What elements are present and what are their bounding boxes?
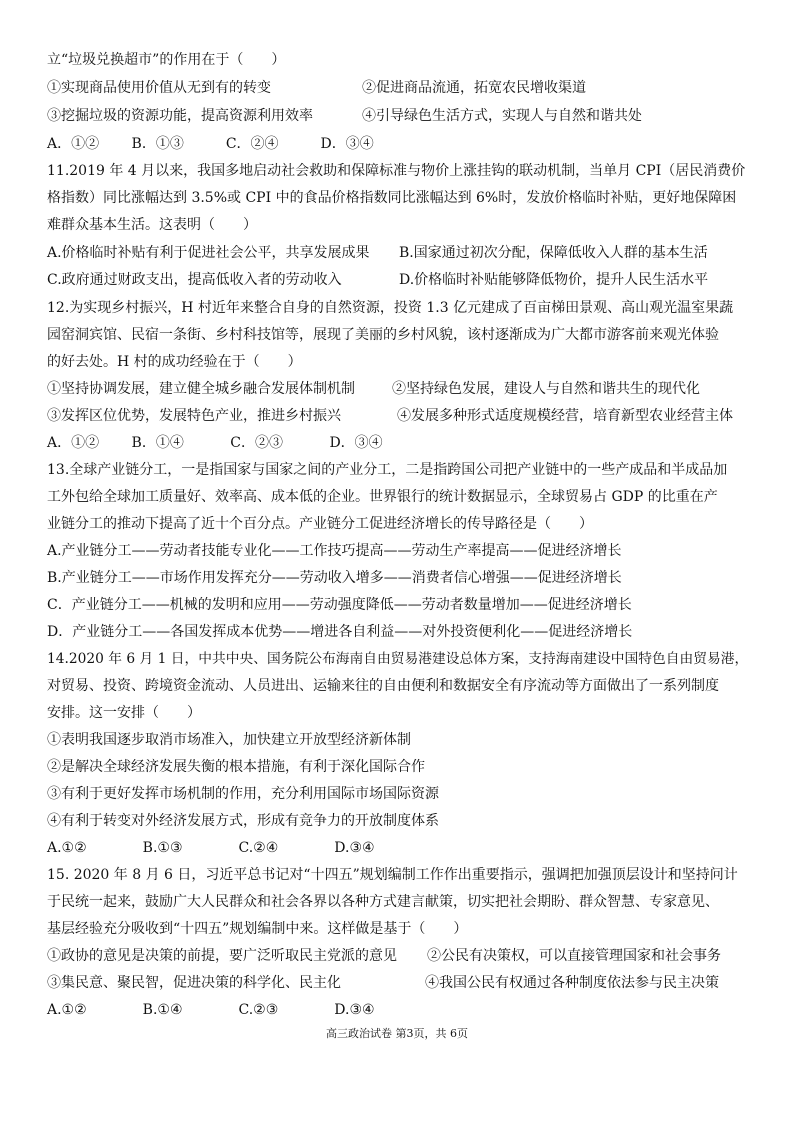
question-11-line-1: 11.2019 年 4 月以来，我国多地启动社会救助和保障标准与物价上涨挂钩的联动机制，当单月 CPI（居民消费价 [47, 163, 746, 179]
question-13-line-1: 13.全球产业链分工，一是指国家与国家之间的产业分工，二是指跨国公司把产业链中的一些产成品和半成品加 [47, 462, 728, 478]
option-3: ③挖掘垃圾的资源功能，提高资源利用效率 [47, 108, 313, 124]
question-13-option-b: B.产业链分工——市场作用发挥充分——劳动收入增多——消费者信心增强——促进经济增长 [47, 570, 622, 586]
question-15-option-1: ①政协的意见是决策的前提，要广泛听取民主党派的意见 [47, 948, 397, 964]
question-14-option-4: ④有利于转变对外经济发展方式，形成有竞争力的开放制度体系 [47, 813, 439, 829]
question-15-answers: A.①② B.①④ C.②③ D.③④ [47, 1002, 375, 1018]
question-14-option-3: ③有利于更好发挥市场机制的作用，充分利用国际市场国际资源 [47, 786, 439, 802]
question-stem: 立“垃圾兑换超市”的作用在于（ ） [47, 52, 286, 68]
question-11-line-2: 格指数）同比涨幅达到 3.5%或 CPI 中的食品价格指数同比涨幅达到 6%时，发放价格临时补贴，更好地保障困 [47, 190, 737, 206]
question-14-line-2: 对贸易、投资、跨境资金流动、人员进出、运输来往的自由便利和数据安全有序流动等方面做出了一系列制度 [47, 678, 719, 694]
question-12-answers: A．①② B．①④ C．②③ D．③④ [47, 435, 383, 451]
question-15-option-2: ②公民有决策权，可以直接管理国家和社会事务 [427, 948, 721, 964]
answer-choices: A．①② B．①③ C．②④ D．③④ [47, 136, 374, 152]
question-12-option-1: ①坚持协调发展，建立健全城乡融合发展体制机制 [47, 381, 355, 397]
question-14-line-3: 安排。这一安排（ ） [47, 705, 201, 721]
question-14-option-1: ①表明我国逐步取消市场准入，加快建立开放型经济新体制 [47, 732, 411, 748]
question-12-line-2: 园窑洞宾馆、民宿一条街、乡村科技馆等，展现了美丽的乡村风貌，该村逐渐成为广大都市游客前来观光体验 [47, 327, 719, 343]
question-12-option-3: ③发挥区位优势，发展特色产业，推进乡村振兴 [47, 408, 341, 424]
question-13-option-c: C．产业链分工——机械的发明和应用——劳动强度降低——劳动者数量增加——促进经济增长 [47, 597, 632, 613]
question-11-option-b: B.国家通过初次分配，保障低收入人群的基本生活 [399, 245, 708, 261]
question-12-line-3: 的好去处。H 村的成功经验在于（ ） [47, 354, 302, 370]
question-14-option-2: ②是解决全球经济发展失衡的根本措施，有利于深化国际合作 [47, 759, 425, 775]
question-13-option-d: D．产业链分工——各国发挥成本优势——增进各自利益——对外投资便利化——促进经济增长 [47, 624, 633, 640]
question-15-line-3: 基层经验充分吸收到“十四五”规划编制中来。这样做是基于（ ） [47, 921, 468, 937]
question-15-option-4: ④我国公民有权通过各种制度依法参与民主决策 [425, 975, 719, 991]
question-14-answers: A.①② B.①③ C.②④ D.③④ [47, 840, 375, 856]
question-11-option-a: A.价格临时补贴有利于促进社会公平，共享发展成果 [47, 245, 370, 261]
question-12-line-1: 12.为实现乡村振兴，H 村近年来整合自身的自然资源，投资 1.3 亿元建成了百亩梯田景观、高山观光温室果蔬 [47, 300, 734, 316]
question-15-option-3: ③集民意、聚民智，促进决策的科学化、民主化 [47, 975, 341, 991]
option-4: ④引导绿色生活方式，实现人与自然和谐共处 [362, 108, 642, 124]
question-12-option-2: ②坚持绿色发展，建设人与自然和谐共生的现代化 [392, 381, 700, 397]
question-11-line-3: 难群众基本生活。这表明（ ） [47, 217, 257, 233]
question-13-option-a: A.产业链分工——劳动者技能专业化——工作技巧提高——劳动生产率提高——促进经济增长 [47, 543, 622, 559]
option-1: ①实现商品使用价值从无到有的转变 [47, 80, 271, 96]
question-11-option-c: C.政府通过财政支出，提高低收入者的劳动收入 [47, 272, 342, 288]
page-footer: 高三政治试卷 第3页，共 6页 [326, 1027, 468, 1040]
question-11-option-d: D.价格临时补贴能够降低物价，提升人民生活水平 [399, 272, 709, 288]
question-14-line-1: 14.2020 年 6 月 1 日，中共中央、国务院公布海南自由贸易港建设总体方案，支持海南建设中国特色自由贸易港， [47, 651, 749, 667]
question-12-option-4: ④发展多种形式适度规模经营，培育新型农业经营主体 [397, 408, 733, 424]
option-2: ②促进商品流通，拓宽农民增收渠道 [362, 80, 586, 96]
question-13-line-2: 工外包给全球加工质量好、效率高、成本低的企业。世界银行的统计数据显示，全球贸易占 GDP 的比重在产 [47, 489, 718, 505]
question-15-line-1: 15. 2020 年 8 月 6 日，习近平总书记对“十四五”规划编制工作作出重要指示，强调把加强顶层设计和坚持问计 [47, 867, 738, 883]
question-13-line-3: 业链分工的推动下提高了近十个百分点。产业链分工促进经济增长的传导路径是（ ） [47, 516, 593, 532]
question-15-line-2: 于民统一起来，鼓励广大人民群众和社会各界以各种方式建言献策，切实把社会期盼、群众智慧、专家意见、 [47, 894, 719, 910]
